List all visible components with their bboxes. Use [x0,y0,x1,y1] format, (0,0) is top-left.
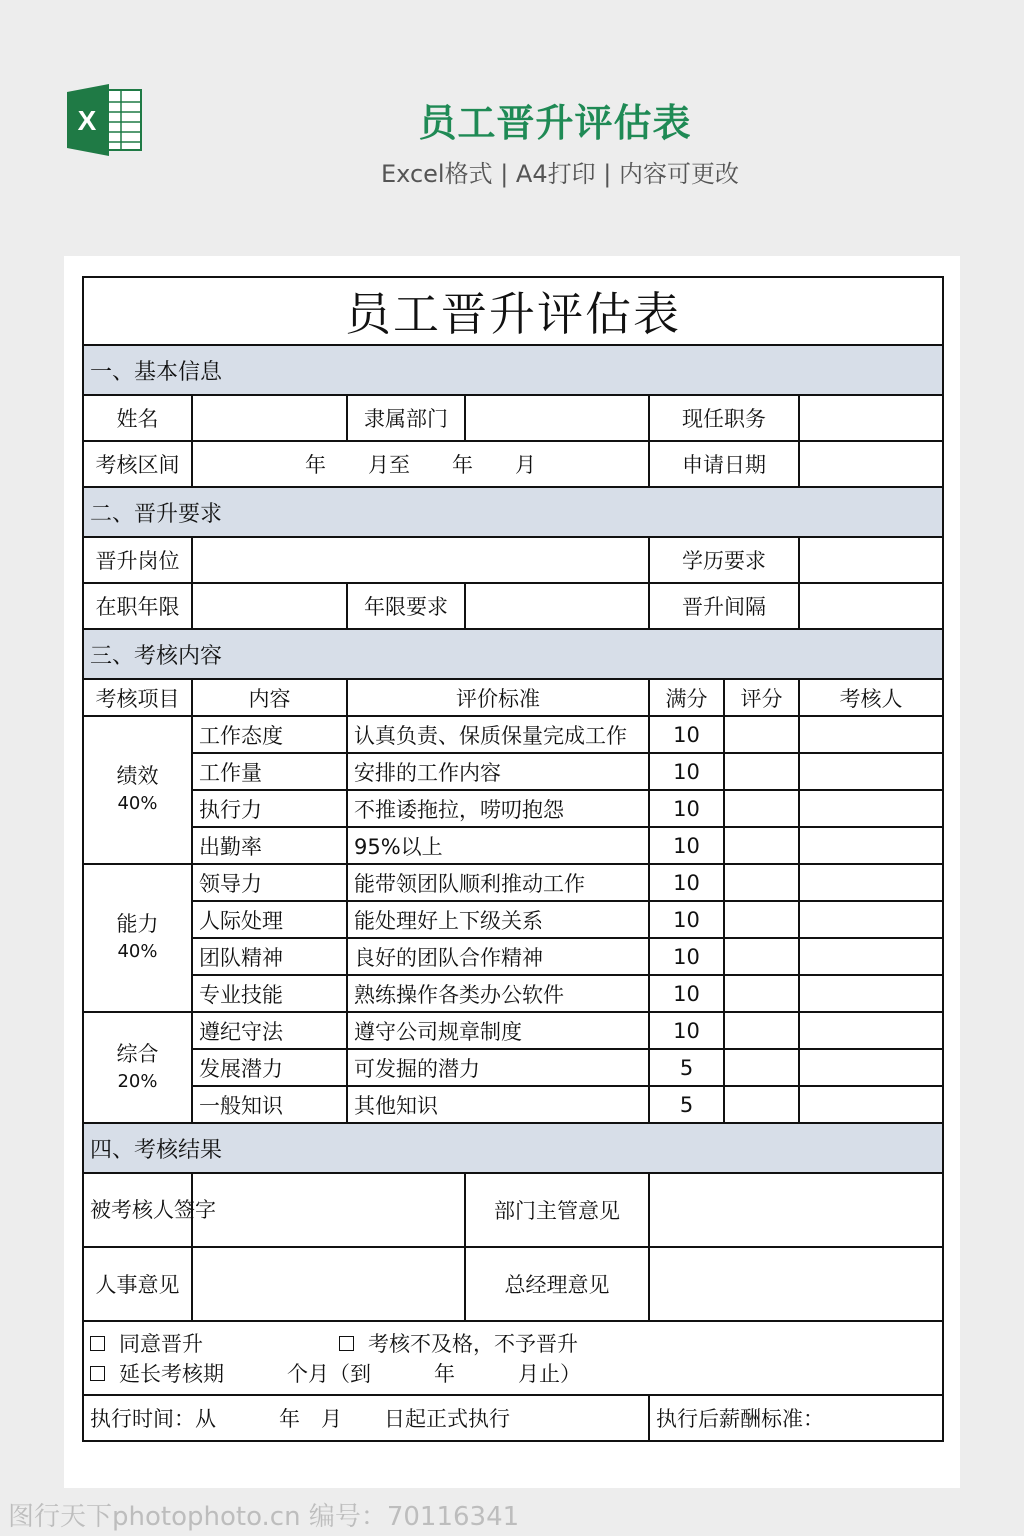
apply-date-field[interactable] [799,441,943,487]
category-ability [83,864,192,1012]
score-field[interactable] [724,716,799,753]
standard-cell: 能带领团队顺利推动工作 [347,864,649,901]
table-row [83,901,943,938]
full-score-cell: 10 [649,901,724,938]
tenure-req-field[interactable] [465,583,649,629]
edu-field[interactable] [799,537,943,583]
score-field[interactable] [724,901,799,938]
standard-cell: 可发掘的潜力 [347,1049,649,1086]
item-cell: 专业技能 [192,975,347,1012]
table-row [83,753,943,790]
category-name: 绩效 [116,764,159,788]
standard-cell: 熟练操作各类办公软件 [347,975,649,1012]
item-cell: 领导力 [192,864,347,901]
agree-label: 同意晋升 [119,1332,203,1356]
period-label: 考核区间 [83,441,192,487]
header-score: 评分 [724,679,799,716]
section-assessment: 三、考核内容 [83,629,943,679]
tenure-field[interactable] [192,583,347,629]
score-field[interactable] [724,1086,799,1123]
item-cell: 人际处理 [192,901,347,938]
edu-label: 学历要求 [649,537,799,583]
table-row [83,1049,943,1086]
tenure-label: 在职年限 [83,583,192,629]
extend-label: 延长考核期 个月（到 年 月止） [119,1362,581,1386]
hr-label: 人事意见 [83,1247,192,1321]
assessor-field[interactable] [799,975,943,1012]
score-field[interactable] [724,938,799,975]
position-field[interactable] [799,395,943,441]
table-row [83,864,943,901]
full-score-cell: 10 [649,1012,724,1049]
table-row [83,1012,943,1049]
signee-label: 被考核人签字 [83,1173,192,1247]
item-cell: 发展潜力 [192,1049,347,1086]
full-score-cell: 10 [649,938,724,975]
extend-checkbox[interactable] [90,1366,105,1381]
assessor-field[interactable] [799,827,943,864]
category-performance [83,716,192,864]
standard-cell: 能处理好上下级关系 [347,901,649,938]
full-score-cell: 5 [649,1086,724,1123]
score-field[interactable] [724,753,799,790]
dept-label: 隶属部门 [347,395,465,441]
assessor-field[interactable] [799,790,943,827]
table-row [83,790,943,827]
watermark: 图行天下photophoto.cn 编号：70116341 [8,1502,520,1532]
header-full-score: 满分 [649,679,724,716]
assessor-field[interactable] [799,864,943,901]
dept-head-field[interactable] [649,1173,943,1247]
form-title: 员工晋升评估表 [83,277,943,345]
standard-cell: 95%以上 [347,827,649,864]
category-pct: 20% [117,1070,158,1092]
section-promotion-req: 二、晋升要求 [83,487,943,537]
category-name: 能力 [116,912,159,936]
header-standard: 评价标准 [347,679,649,716]
category-pct: 40% [117,793,158,814]
score-field[interactable] [724,827,799,864]
standard-cell: 良好的团队合作精神 [347,938,649,975]
standard-cell: 遵守公司规章制度 [347,1012,649,1049]
svg-text:X: X [77,105,97,136]
full-score-cell: 10 [649,827,724,864]
table-row [83,938,943,975]
tenure-req-label: 年限要求 [347,583,465,629]
exec-salary[interactable]: 执行后薪酬标准： [649,1395,943,1441]
header-content: 内容 [192,679,347,716]
page-subtitle: Excel格式 | A4打印 | 内容可更改 [381,160,739,188]
signee-field[interactable] [192,1173,465,1247]
full-score-cell: 10 [649,753,724,790]
score-field[interactable] [724,1049,799,1086]
table-row [83,1086,943,1123]
score-field[interactable] [724,864,799,901]
assessor-field[interactable] [799,901,943,938]
full-score-cell: 5 [649,1049,724,1086]
dept-head-label: 部门主管意见 [465,1173,649,1247]
score-field[interactable] [724,975,799,1012]
item-cell: 工作态度 [192,716,347,753]
interval-label: 晋升间隔 [649,583,799,629]
decision-options [83,1321,943,1395]
header-assessor: 考核人 [799,679,943,716]
table-row [83,975,943,1012]
score-field[interactable] [724,1012,799,1049]
item-cell: 工作量 [192,753,347,790]
assessor-field[interactable] [799,1049,943,1086]
page-heading [330,92,780,147]
standard-cell: 安排的工作内容 [347,753,649,790]
item-cell: 遵纪守法 [192,1012,347,1049]
gm-field[interactable] [649,1247,943,1321]
table-row [83,827,943,864]
category-name: 综合 [116,1041,159,1066]
exec-time[interactable]: 执行时间：从 年 月 日起正式执行 [83,1395,649,1441]
assessor-field[interactable] [799,1012,943,1049]
hr-field[interactable] [192,1247,465,1321]
assessor-field[interactable] [799,1086,943,1123]
period-field[interactable]: 年 月至 年 月 [192,441,649,487]
post-label: 晋升岗位 [83,537,192,583]
name-field[interactable] [192,395,347,441]
score-field[interactable] [724,790,799,827]
item-cell: 团队精神 [192,938,347,975]
apply-date-label: 申请日期 [649,441,799,487]
assessor-field[interactable] [799,938,943,975]
standard-cell: 不推诿拖拉，唠叨抱怨 [347,790,649,827]
full-score-cell: 10 [649,864,724,901]
item-cell: 出勤率 [192,827,347,864]
assessor-field[interactable] [799,753,943,790]
agree-checkbox[interactable] [90,1336,105,1351]
full-score-cell: 10 [649,790,724,827]
dept-field[interactable] [465,395,649,441]
page-title: 员工晋升评估表 [418,101,692,145]
name-label: 姓名 [83,395,192,441]
standard-cell: 认真负责、保质保量完成工作 [347,716,649,753]
fail-label: 考核不及格，不予晋升 [368,1332,578,1356]
category-pct: 40% [117,941,158,962]
excel-logo-icon [67,84,143,156]
post-field[interactable] [192,537,649,583]
table-row [83,716,943,753]
header-category: 考核项目 [83,679,192,716]
position-label: 现任职务 [649,395,799,441]
interval-field[interactable] [799,583,943,629]
item-cell: 执行力 [192,790,347,827]
full-score-cell: 10 [649,975,724,1012]
fail-checkbox[interactable] [339,1336,354,1351]
item-cell: 一般知识 [192,1086,347,1123]
gm-label: 总经理意见 [465,1247,649,1321]
standard-cell: 其他知识 [347,1086,649,1123]
evaluation-form [82,276,944,1442]
section-basic-info: 一、基本信息 [83,345,943,395]
category-comprehensive [83,1012,192,1123]
assessor-field[interactable] [799,716,943,753]
section-results: 四、考核结果 [83,1123,943,1173]
full-score-cell: 10 [649,716,724,753]
